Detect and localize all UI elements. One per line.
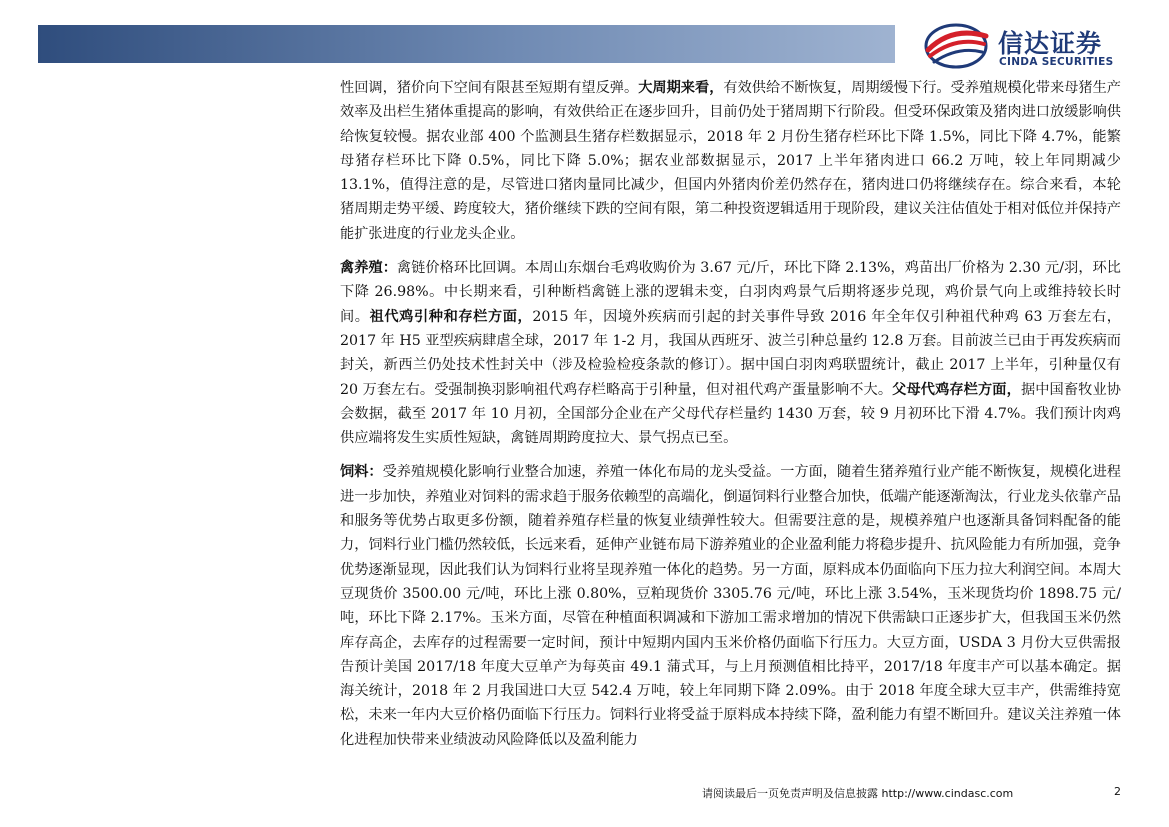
text-run: 有效供给不断恢复，周期缓慢下行。受养殖规模化带来母猪生产效率及出栏生猪体重提高的影响，有效供给正在逐步回升，目前仍处于猪周期下行阶段。但受环保政策及猪肉进口放缓影响供给恢复较慢。据农业部 400 个监测县生猪存栏数据显示，2018 年 2 月份生猪存栏环比下降 1.5%，同比下降 4.7%，能繁母猪存栏环比下降 0.5%，同比下降 5.0%；据农业部数据显示，2017 上半年猪肉进口 66.2 万吨，较上年同期减少 13.1%，值得注意的是，尽管进口猪肉量同比减少，但国内外猪肉价差仍然存在，猪肉进口仍将继续存在。综合来看，本轮猪周期走势平缓、跨度较大，猪价继续下跌的空间有限，第二种投资逻辑适用于现阶段，建议关注估值处于相对低位并保持产能扩张进度的行业龙头企业。 xyxy=(340,80,1121,242)
text-run: 据中国畜牧业协会数据，截至 2017 年 10 月初，全国部分企业在产父母代存栏量约 1430 万套，较 9 月初环比下滑 4.7%。我们预计肉鸡供应端将发生实质性短缺，禽链周期跨度拉大、景气拐点已至。 xyxy=(340,381,1121,447)
text-run: 受养殖规模化影响行业整合加速，养殖一体化布局的龙头受益。一方面，随着生猪养殖行业产能不断恢复，规模化进程进一步加快，养殖业对饲料的需求趋于服务依赖型的高端化，倒逼饲料行业整合加快，低端产能逐渐淘汰，行业龙头依靠产品和服务等优势占取更多份额，随着养殖存栏量的恢复业绩弹性较大。但需要注意的是，规模养殖户也逐渐具备饲料配备的能力，饲料行业门槛仍然较低，长远来看，延伸产业链布局下游养殖业的企业盈利能力将稳步提升、抗风险能力有所加强，竞争优势逐渐显现，因此我们认为饲料行业将呈现养殖一体化的趋势。另一方面，原料成本仍面临向下压力拉大利润空间。本周大豆现货价 3500.00 元/吨，环比上涨 0.80%，豆粕现货价 3305.76 元/吨，环比上涨 3.54%，玉米现货均价 1898.75 元/吨，环比下降 2.17%。玉米方面，尽管在种植面积调减和下游加工需求增加的情况下供需缺口正逐步扩大，但我国玉米仍然库存高企，去库存的过程需要一定时间，预计中短期内国内玉米价格仍面临下行压力。大豆方面，USDA 3 月份大豆供需报告预计美国 2017/18 年度大豆单产为每英亩 49.1 蒲式耳，与上月预测值相比持平，2017/18 年度丰产可以基本确定。据海关统计，2018 年 2 月我国进口大豆 542.4 万吨，较上年同期下降 2.09%。由于 2018 年度全球大豆丰产，供需维持宽松，未来一年内大豆价格仍面临下行压力。饲料行业将受益于原料成本持续下降，盈利能力有望不断回升。建议关注养殖一体化进程加快带来业绩波动风险降低以及盈利能力 xyxy=(340,464,1121,748)
paragraph-pig xyxy=(340,76,1121,246)
paragraph-poultry xyxy=(340,256,1121,450)
cinda-logo-icon xyxy=(922,22,992,70)
bold-heading-run: 大周期来看， xyxy=(638,80,724,96)
page-number: 2 xyxy=(1114,785,1121,798)
footer-disclaimer: 请阅读最后一页免责声明及信息披露 http://www.cindasc.com xyxy=(702,787,1014,800)
text-run: 2015 年，因境外疾病而引起的封关事件导致 2016 年全年仅引种祖代种鸡 63 万套左右，2017 年 H5 亚型疾病肆虐全球，2017 年 1-2 月，我国从西班牙、波兰引种总量约 12.8 万套。目前波兰已由于再发疾病而封关，新西兰仍处技术性封关中（涉及检验检疫条款的修订）。据中国白羽肉鸡联盟统计，截止 2017 上半年，引种量仅有 20 万套左右。受强制换羽影响祖代鸡存栏略高于引种量，但对祖代鸡产蛋量影响不大。 xyxy=(340,308,1121,398)
text-run: 禽链价格环比回调。本周山东烟台毛鸡收购价为 3.67 元/斤，环比下降 2.13%，鸡苗出厂价格为 2.30 元/羽，环比下降 26.98%。中长期来看，引种断档禽链上涨的逻辑未变，白羽肉鸡景气后期将逐步兑现，鸡价景气向上或维持较长时间。 xyxy=(340,260,1121,325)
header-bar xyxy=(38,25,895,63)
logo-name-en: CINDA SECURITIES xyxy=(999,56,1114,68)
text-run: 性回调，猪价向下空间有限甚至短期有望反弹。 xyxy=(340,80,639,96)
logo-name-cn: 信达证券 xyxy=(998,29,1103,58)
bold-heading-run: 禽养殖： xyxy=(340,260,397,277)
bold-heading-run: 父母代鸡存栏方面， xyxy=(892,381,1021,398)
company-logo xyxy=(922,18,1142,74)
bold-heading-run: 饲料： xyxy=(340,464,383,481)
bold-heading-run: 祖代鸡引种和存栏方面， xyxy=(369,308,533,325)
paragraph-feed xyxy=(340,460,1121,752)
report-body xyxy=(340,76,1121,752)
